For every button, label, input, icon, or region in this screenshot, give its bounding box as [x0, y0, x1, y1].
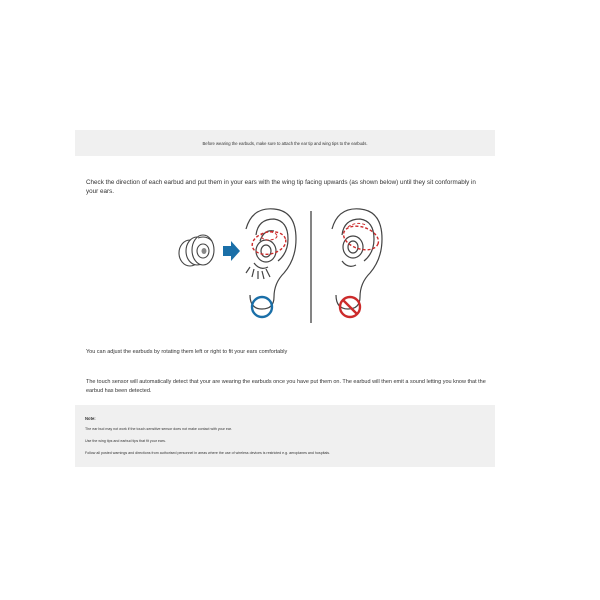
note-item: Use the wing tips and earbud tips that fit your ears.	[85, 439, 166, 443]
top-banner	[75, 130, 495, 156]
banner-text: Before wearing the earbuds, make sure to attach the ear tip and wing tips to the earbuds.	[202, 140, 368, 146]
touch-sensor-paragraph: The touch sensor will automatically detect that your are wearing the earbuds once you have put them on. The earbud will then emit a sound letting you know that the earbud has been detected.	[86, 379, 486, 394]
earbud-wearing-figure	[170, 205, 410, 329]
ear-correct-illustration	[246, 209, 296, 309]
note-item: Follow all posted warnings and directions from authorised personnel in areas where the use of wireless devices is restricted e.g. aeroplanes and hospitals.	[85, 451, 331, 455]
arrow-right-icon	[223, 241, 240, 261]
prohibited-icon	[340, 297, 360, 317]
intro-text: Check the direction of each earbud and put them in your ears with the wing tip facing upwards (as shown below) until they sit conformably in your ears.	[86, 179, 476, 195]
note-box	[75, 405, 495, 467]
adjust-paragraph: You can adjust the earbuds by rotating them left or right to fit your ears comfortably	[86, 349, 288, 355]
ear-incorrect-illustration	[332, 209, 382, 309]
note-item: The ear bud may not work if the touch-sensitive sensor does not make contact with your ear.	[85, 427, 232, 431]
earbud-illustration	[179, 235, 214, 266]
note-title: Note:	[85, 416, 96, 421]
